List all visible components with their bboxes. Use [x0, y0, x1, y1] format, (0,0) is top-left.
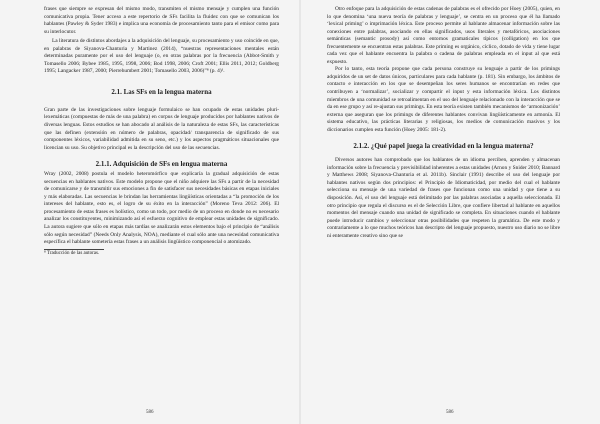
right-paragraph-3: Diversos autores han comprobado que los hablantes de un idioma perciben, aprenden y almacenan información sobre la frecuencia y previsibilidad inherentes a estas unidades (Arnon y Snider 2010; Bannard y Matthews 2008; Siyanova-Chanturia et al. 2011b). Sinclair (1991) describe el uso del lenguaje por hablantes nativos según dos principios: el Principio de Idiomaticidad, por medio del cual el hablante selecciona su mensaje de una variedad de frases que funcionan como una unidad y que tiene a su disposición. Así, el uso del lenguaje está delimitado por las palabras asociadas a aquella seleccionada. El otro principio que regula el discurso es el de Selección Libre, que confiere libertad al hablante en aquellos momentos del mensaje cuando una unidad de significado se completa. En situaciones cuando el hablante puede introducir cambios y seleccionar otras posibilidades que respeten la gramática. De este modo y contrariamente a lo que muchos teóricos han descripto del lenguaje propuesto, nuestro uso diario no se libre ni enteramente creativo sino que se — [327, 157, 560, 239]
footnote: ⁸ Traducción de las autoras. — [44, 251, 100, 257]
section-heading-2-1: 2.1. Las SFs en la lengua materna — [111, 87, 212, 96]
right-page — [300, 0, 600, 424]
left-paragraph-3: Gran parte de las investigaciones sobre lenguaje formulaico se han ocupado de estas unidades pluri-lexemáticas (compuestas de más de una palabra) en corpus de lenguaje producidos por hablantes nativos de diversas lenguas. Estos estudios se han abocado al análisis de la naturaleza de estas SFs, las características que las definen (extensión en número de palabras, opacidad/ transparencia de significado de sus componentes léxicos, variabilidad admitida en su seno, etc.) y los aspectos pragmáticos situacionales que licencian su uso. Su objetivo principal es la descripción del uso de las secuencias. — [44, 106, 279, 151]
left-paragraph-1: frases que siempre se expresan del mismo modo, transmiten el mismo mensaje y cumplen una función comunicativa propia. Tener acceso a este repertorio de SFs facilita la fluidez con que se comunican los hablantes (Pawley & Syder 1983) e implica una economía de procesamiento tanto para el emisor como para su interlocutor. — [44, 6, 279, 35]
left-page-number: 586 — [146, 410, 154, 415]
section-heading-2-1-1: 2.1.1. Adquisición de SFs en lengua materna — [95, 160, 228, 169]
left-paragraph-2: La literatura de distintos abordajes a la adquisición del lenguaje, su procesamiento y uso coincide en que, en palabras de Siyanova-Chanturia y Martinez (2014), “nuestras representaciones mentales están determinadas puramente por el uso del lenguaje (o, en otras palabras por la frecuencia (Abbot-Smith y Tomasello 2006; Bybee 1985, 1995, 1998, 2006; Bod 1998, 2006; Croft 2001; Ellis 2011, 2012; Goldberg 1995; Langacker 1987, 2000; Pierrehumbert 2001; Tomasello 2003, 2006)”⁸ (p. 4)¹. — [44, 38, 279, 75]
right-paragraph-1: Otro enfoque para la adquisición de estas cadenas de palabras es el ofrecido por Hoey (2005), quien, en lo que denomina ‘una nueva teoría de palabras y lenguaje’, se centra en un proceso que él ha llamado ‘lexical priming’ o imprimación léxica. Este proceso permite al hablante almacenar información sobre las conexiones entre palabras, asociando en ellas significados, usos literales y metafóricos, asociaciones semánticas (semantic prosody) así como entornos gramaticales típicos (colligation) en los que frecuentemente se encuentran estas palabras. Este priming es orgánico, cíclico, dotado de vida y tiene lugar cada vez que el hablante encuentra la palabra o cadena de palabras empleada en el input al que está expuesto. — [327, 6, 560, 65]
right-page-number: 586 — [446, 410, 454, 415]
left-paragraph-4: Wray (2002, 2008) postula el modelo heteromórfico que explicaría la gradual adquisición de estas secuencias en hablantes nativos. Este modelo propone que el niño adquiere las SFs a partir de la necesidad de comunicarse y de transmitir sus emociones a fin de satisfacer sus necesidades básicas en etapas iniciales y más elaboradas. Las secuencias le brindan las herramientas lingüísticas orientadas a “la promoción de los intereses del hablante, esto es, el logro de su éxito en la interacción” (Moreno Teva 2012: 206). El procesamiento de estas frases es holístico, como un todo, por medio de un proceso en donde no es necesario analizar los constituyentes, minimizando así el esfuerzo cognitivo de emplear estas unidades de significado. La autora sugiere que sólo en etapas más tardías se analizarán estos elementos bajo el principio de “análisis sólo según necesidad” (Needs Only Analysis, NOA), mediante el cual sólo ante una necesidad comunicativa específica el hablante sometería estas frases a un análisis lingüístico componencial o atomizado. — [44, 171, 279, 246]
footnote-rule — [44, 249, 104, 250]
right-paragraph-2: Por lo tanto, esta teoría propone que cada persona construye su lenguaje a partir de los primings adquiridos de un set de datos únicos, particulares para cada hablante (p. 181). Sin embargo, los ámbitos de contacto e interacción en los que se desempeñan los seres humanos se encontrarían en redes que contribuyen a ‘normalizar’, socializar y compartir el input y esta información léxica. Los distintos miembros de una comunidad se retroalimentan en el uso del lenguaje relacionado con la interacción que se da en ese grupo y así re-ajustan sus primings. En esta teoría existen también mecanismos de ‘armonización’ externa que aseguran que los primings de diferentes hablantes convivan lingüísticamente en armonía. El sistema educativo, las prácticas literarias y religiosas, los medios de comunicación masivos y los diccionarios cumplen esta función (Hoey 2005: 181-2). — [327, 66, 560, 133]
section-heading-2-1-2: 2.1.2. ¿Qué papel juega la creatividad en la lengua materna? — [353, 142, 534, 151]
